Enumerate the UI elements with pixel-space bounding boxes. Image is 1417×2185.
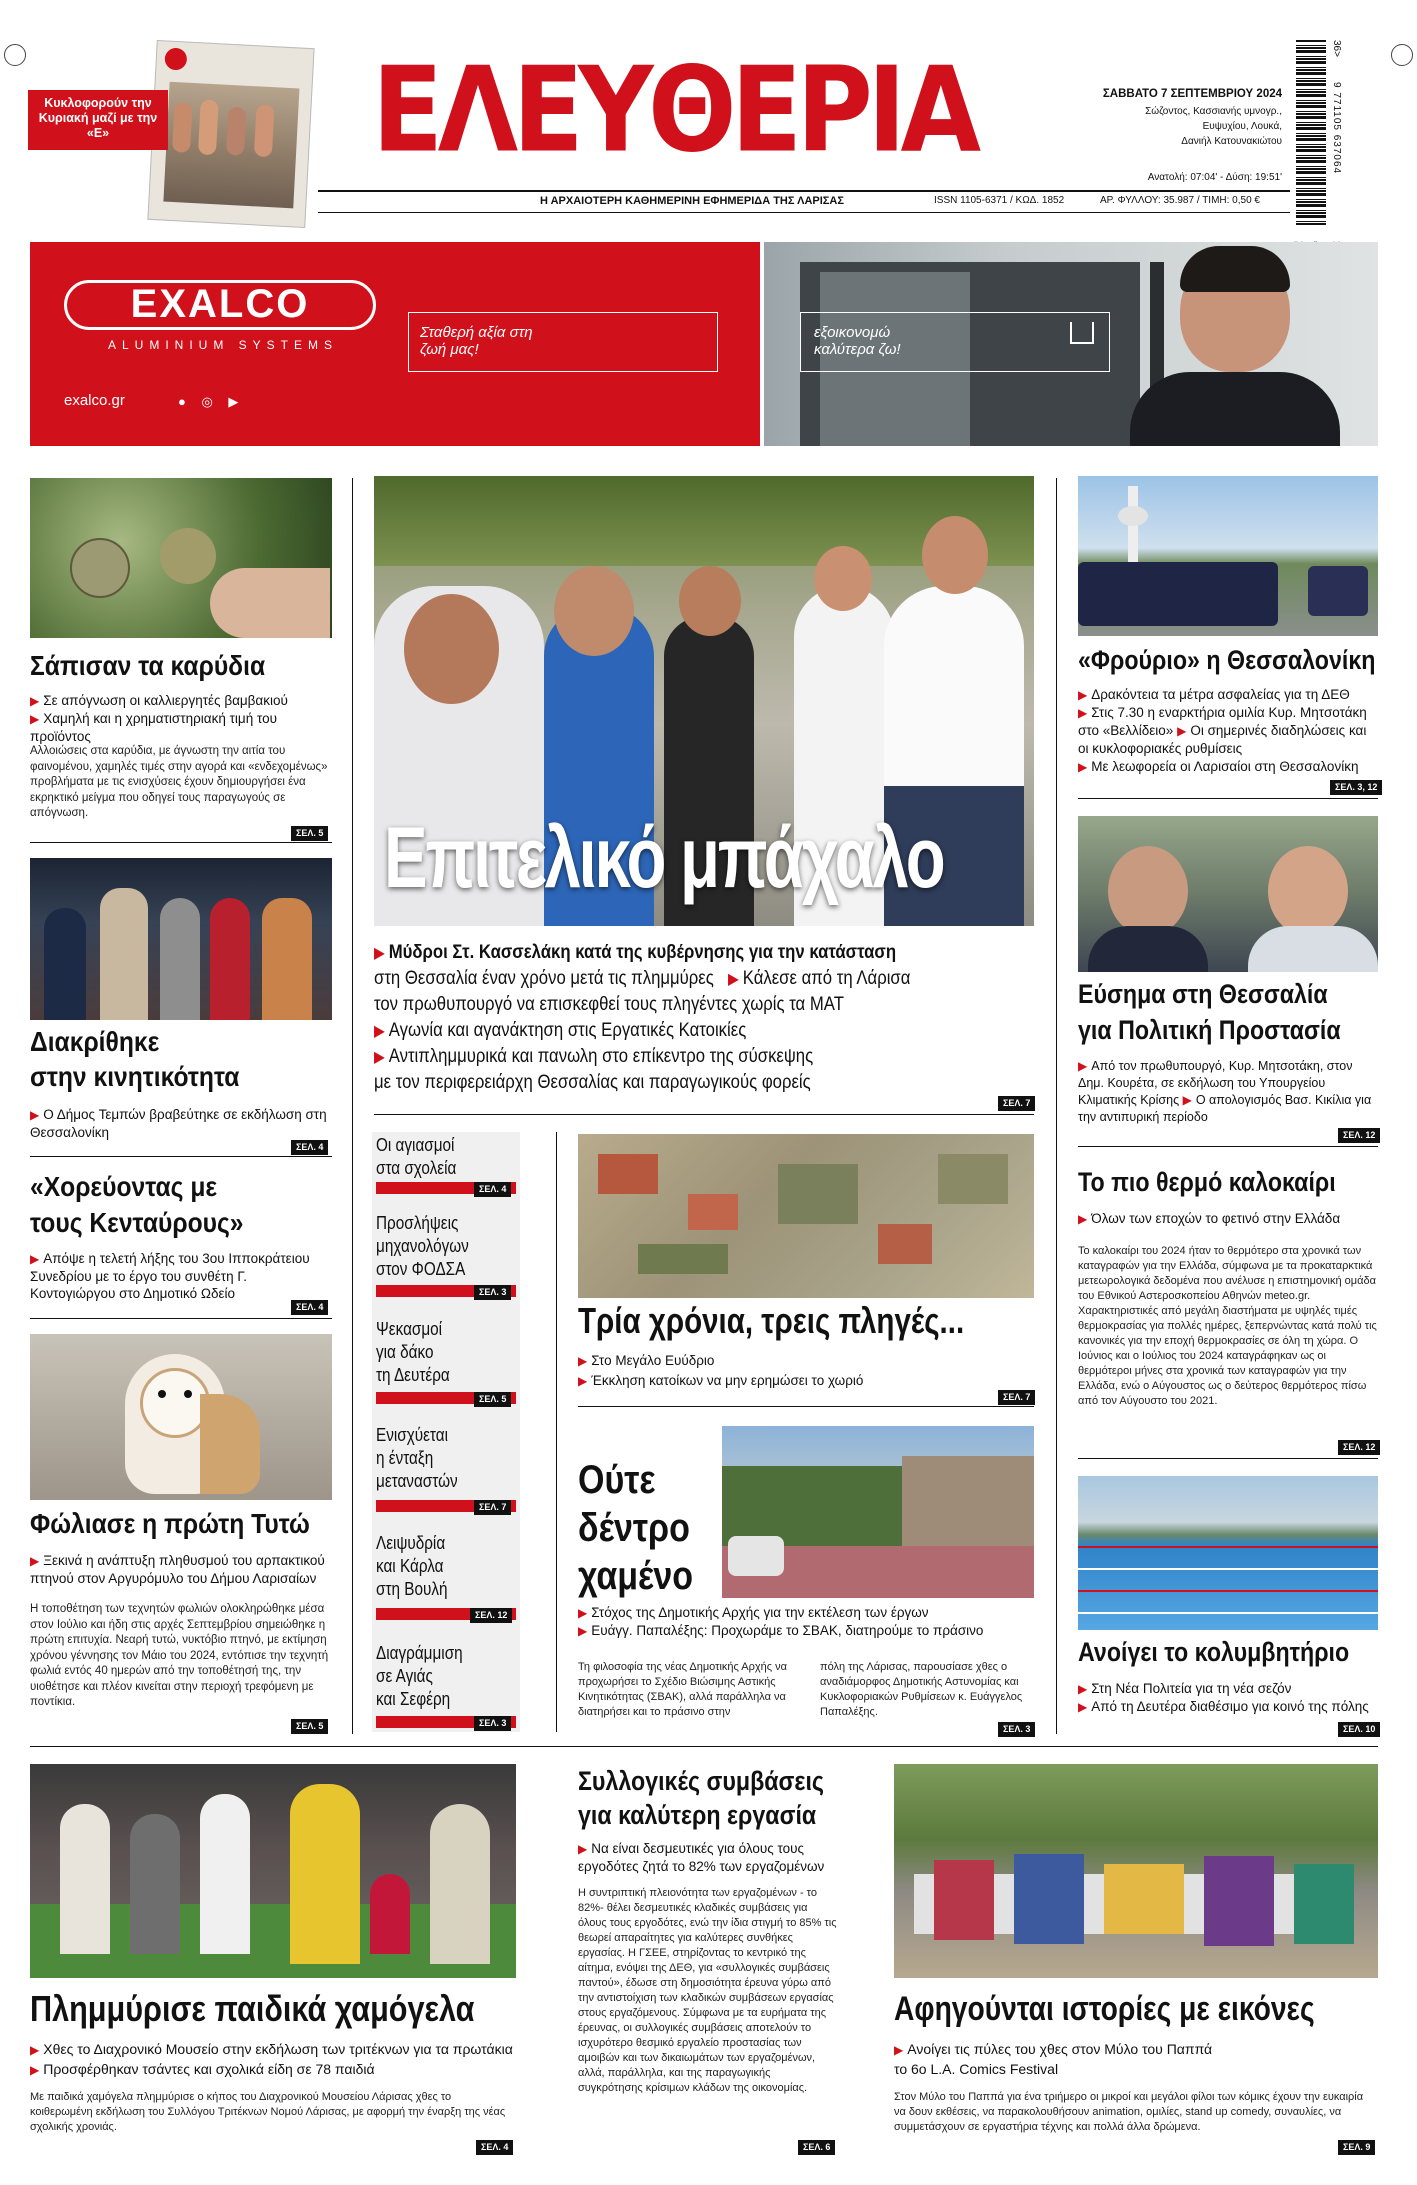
r3-page-ref[interactable]: ΣΕΛ. 12 [1338, 1440, 1380, 1455]
r2-page-ref[interactable]: ΣΕΛ. 12 [1338, 1128, 1380, 1143]
ad-tagline: ALUMINIUM SYSTEMS [107, 338, 338, 352]
a4-body: Η τοποθέτηση των τεχνητών φωλιών ολοκληρώθηκε μέσα στον Ιούλιο και ήδη στις αρχές Σεπτεμβρίου σημειώθηκε η πρώτη επιτυχία. Νεαρή τυτώ, νυκτόβιο πτηνό, με εκτίμηση χρόνου γέννησης τον Μάιο του 2024, εντόπισε την τεχνητή φωλιά εντός 40 ημερών από την τοποθέτησή της, την υιοθέτησε και πλέον κινείται στην περιοχή τρεφόμενη με ποντίκια. [30, 1603, 329, 1708]
bottom-right-bullet-1: ▶ Ανοίγει τις πύλες του χθες στον Μύλο του Παππά [894, 2041, 1213, 2057]
brief-4-line-3: μεταναστών [376, 1471, 458, 1491]
brief-6-line-2: σε Αγιάς [376, 1666, 433, 1686]
a4-bullet-1: ▶ Ξεκινά η ανάπτυξη πληθυσμού του αρπακτικού πτηνού στον Αργυρόμυλο του Δήμου Λαρισαίων [30, 1553, 325, 1586]
c1-rule [578, 1406, 1034, 1407]
saints-line-2: Ευψυχίου, Λουκά, [1202, 121, 1282, 132]
bullet-icon: ▶ [894, 2043, 904, 2057]
brief-3-line-1: Ψεκασμοί [376, 1319, 443, 1339]
brief-5-line-3: στη Βουλή [376, 1579, 448, 1599]
bullet-icon: ▶ [1177, 724, 1187, 738]
bullet-icon: ▶ [30, 1554, 40, 1568]
brief-3-line-2: για δάκο [376, 1342, 434, 1362]
a1-body: Αλλοιώσεις στα καρύδια, με άγνωστη την αιτία του φαινομένου, χαμηλές τιμές στην αγορά και «ενδεχομένως» προβλήματα με τις ενισχύσεις έχουν δημιουργήσει ένα εκρηκτικό μείγμα που οδηγεί τους παραγωγούς σε απόγνωση. [30, 745, 328, 819]
c1-bullet-1: ▶ Στο Μεγάλο Ευύδριο [578, 1353, 715, 1368]
bullet-icon: ▶ [30, 2043, 40, 2057]
main-headline[interactable]: Επιτελικό μπάχαλο [384, 810, 944, 906]
brief-6-line-3: και Σεφέρη [376, 1689, 451, 1709]
r2-bullet-1: ▶ Από τον πρωθυπουργό, Κυρ. Μητσοτάκη, στον Δημ. Κουρέτα, σε εκδήλωση του Υπουργείου Κλιματικής Κρίσης ▶ Ο απολογισμός Βασ. Κικίλια για την αντιπυρική περίοδο [1078, 1059, 1372, 1124]
bullet-icon: ▶ [30, 1108, 40, 1122]
a3-page-ref[interactable]: ΣΕΛ. 4 [291, 1300, 328, 1315]
bullet-icon: ▶ [1078, 1212, 1088, 1226]
brief-5-line-1: Λειψυδρία [376, 1533, 446, 1553]
barcode [1296, 40, 1326, 225]
ad-slogan-1: Σταθερή αξία στη ζωή μας! [420, 324, 533, 358]
bottom-left-body: Με παιδικά χαμόγελα πλημμύρισε ο κήπος του Διαχρονικού Μουσείου Λάρισας χθες το κοιθερωμένη εκδήλωση του Συλλόγου Τριτέκνων Νομού Λάρισας, με αφορμή την έναρξη της νέας σχολικής χρονιάς. [30, 2091, 506, 2133]
masthead-rule-bottom [318, 212, 1290, 213]
bullet-icon: ▶ [578, 1374, 588, 1388]
walnuts-photo[interactable] [30, 478, 332, 638]
c2-body-col-1: Τη φιλοσοφία της νέας Δημοτικής Αρχής να προχωρήσει το Σχέδιο Βιώσιμης Αστικής Κινητικότητας (ΣΒΑΚ), αλλά παράλληλα να διατηρήσει και το πράσινο στην [578, 1661, 787, 1718]
r1-page-ref[interactable]: ΣΕΛ. 3, 12 [1330, 780, 1382, 795]
barcode-number: 9 771105 637064 [1331, 82, 1342, 175]
ad-divider [760, 242, 764, 446]
brief-3-page-ref[interactable]: ΣΕΛ. 5 [474, 1392, 511, 1407]
street-photo[interactable] [722, 1426, 1034, 1598]
saints-line-1: Σώζοντος, Κασσιανής υμνογρ., [1145, 106, 1282, 117]
masthead-rule [318, 190, 1290, 192]
r1-bullet-1: ▶ Δρακόντεια τα μέτρα ασφαλείας για τη ΔΕΘ [1078, 687, 1350, 702]
main-line-4: με τον περιφερειάρχη Θεσσαλίας και παραγωγικούς φορείς [374, 1072, 811, 1093]
bottom-right-line-1: το 6ο L.A. Comics Festival [894, 2061, 1059, 2077]
column-rule-right [1056, 478, 1057, 1734]
a4-page-ref[interactable]: ΣΕΛ. 5 [291, 1719, 328, 1734]
a1-bullet-2: ▶ Χαμηλή και η χρηματιστηριακή τιμή του προϊόντος [30, 711, 277, 744]
brief-4-line-2: η ένταξη [376, 1448, 434, 1468]
masthead-subtitle: Η ΑΡΧΑΙΟΤΕΡΗ ΚΑΘΗΜΕΡΙΝΗ ΕΦΗΜΕΡΙΔΑ ΤΗΣ ΛΑΡΙΣΑΣ [540, 195, 844, 207]
c2-title-line-1[interactable]: Ούτε [578, 1458, 656, 1502]
r1-title[interactable]: «Φρούριο» η Θεσσαλονίκη [1078, 645, 1376, 675]
sun-times: Ανατολή: 07:04' - Δύση: 19:51' [1147, 172, 1282, 183]
bullet-icon: ▶ [578, 1624, 588, 1638]
award-photo[interactable] [30, 858, 332, 1020]
r1-bullet-2: ▶ Στις 7.30 η εναρκτήρια ομιλία Κυρ. Μητσοτάκη στο «Βελλίδειο» ▶ Οι σημερινές διαδηλώσεις και οι κυκλοφοριακές ρυθμίσεις [1078, 705, 1367, 756]
brief-2-line-2: μηχανολόγων [376, 1236, 469, 1256]
c2-title-line-2[interactable]: δέντρο [578, 1506, 690, 1550]
brief-2-page-ref[interactable]: ΣΕΛ. 3 [474, 1285, 511, 1300]
brief-2[interactable] [376, 1212, 516, 1281]
c3-title-line-1[interactable]: Συλλογικές συμβάσεις [578, 1766, 824, 1796]
column-rule-left [352, 478, 353, 1734]
a3-title-line-2[interactable]: τους Κενταύρους» [30, 1207, 244, 1238]
a3-title-line-1[interactable]: «Χορεύοντας με [30, 1171, 218, 1202]
r4-title[interactable]: Ανοίγει το κολυμβητήριο [1078, 1637, 1350, 1667]
r1-rule [1078, 798, 1378, 799]
brief-6-page-ref[interactable]: ΣΕΛ. 3 [474, 1716, 511, 1731]
r4-bullet-1: ▶ Στη Νέα Πολιτεία για τη νέα σεζόν [1078, 1681, 1292, 1696]
aerial-photo[interactable] [578, 1134, 1034, 1298]
brief-1[interactable] [376, 1134, 516, 1180]
a3-rule [30, 1318, 332, 1319]
c1-title[interactable]: Τρία χρόνια, τρεις πληγές... [578, 1300, 965, 1341]
c2-body-col-2: πόλη της Λάρισας, παρουσίασε χθες ο αναδιάμορφος Δημοτικής Αστυνομίας και Κυκλοφοριακών Ρυθμίσεων κ. Ευάγγελος Παπαλέξης. [820, 1661, 1023, 1718]
a3-bullet-1: ▶ Απόψε η τελετή λήξης του 3ου Ιπποκράτειου Συνεδρίου με το έργο του συνθέτη Γ. Κοντογιώργου στο Δημοτικό Ωδείο [30, 1251, 310, 1301]
bottom-right-page-ref[interactable]: ΣΕΛ. 9 [1338, 2140, 1375, 2155]
main-page-ref[interactable]: ΣΕΛ. 7 [998, 1096, 1035, 1111]
c2-bullet-1: ▶ Στόχος της Δημοτικής Αρχής για την εκτέλεση των έργων [578, 1605, 929, 1620]
a1-title[interactable]: Σάπισαν τα καρύδια [30, 650, 266, 681]
children-photo[interactable] [30, 1764, 516, 1978]
main-line-1: στη Θεσσαλία έναν χρόνο μετά τις πλημμύρες [374, 968, 714, 989]
bottom-left-page-ref[interactable]: ΣΕΛ. 4 [476, 2140, 513, 2155]
bullet-icon: ▶ [30, 694, 40, 708]
brief-4-line-1: Ενισχύεται [376, 1425, 448, 1445]
brief-2-line-3: στον ΦΟΔΣΑ [376, 1259, 466, 1279]
section-rule-bottom [30, 1746, 1378, 1747]
r2-title-line-1[interactable]: Εύσημα στη Θεσσαλία [1078, 979, 1328, 1009]
bullet-icon: ▶ [578, 1354, 588, 1368]
r1-bullet-4: ▶ Με λεωφορεία οι Λαρισαίοι στη Θεσσαλονίκη [1078, 759, 1359, 774]
bullet-icon: ▶ [1078, 1700, 1088, 1714]
bullet-icon: ▶ [1078, 760, 1088, 774]
ad-slogan-2: εξοικονομώ καλύτερα ζω! [814, 324, 901, 358]
bullet-icon: ▶ [1078, 706, 1088, 720]
r3-title[interactable]: Το πιο θερμό καλοκαίρι [1078, 1167, 1336, 1197]
brief-3-line-3: τη Δευτέρα [376, 1365, 450, 1385]
brief-6[interactable] [376, 1642, 516, 1711]
date: ΣΑΒΒΑΤΟ 7 ΣΕΠΤΕΜΒΡΙΟΥ 2024 [1102, 88, 1282, 100]
bottom-left-title[interactable]: Πλημμύρισε παιδικά χαμόγελα [30, 1988, 475, 2029]
bottom-right-title[interactable]: Αφηγούνται ιστορίες με εικόνες [894, 1990, 1315, 2028]
bullet-icon: ▶ [30, 1252, 40, 1266]
r3-body: Το καλοκαίρι του 2024 ήταν το θερμότερο στα χρονικά των καταγραφών για την Ελλάδα, σύμφωνα με τα προκαταρκτικά μετεωρολογικά δεδομένα που ανέλυσε η επιστημονική ομάδα του Εθνικού Αστεροσκοπείου Αθηνών meteo.gr. Χαρακτηριστικές από μεγάλη διαστήματα με υψηλές τιμές θερμοκρασίας για πολλές ημέρες, ξεπερνώντας κατά πολύ τις κανονικές για την εποχή θερμοκρασίες σε όλη τη χώρα. Ο Ιούνιος και ο Ιούλιος του 2024 καταγράφηκαν ως οι θερμότεροι μήνες στα χρονικά των καταγραφών για την Ελλάδα, ενώ ο Αύγουστος ως ο δεύτερος θερμότερος πίσω από τον Αύγουστο του 2021. [1078, 1245, 1377, 1407]
crop-mark-top-left [4, 44, 26, 66]
ad-banner[interactable] [30, 242, 1378, 446]
a2-page-ref[interactable]: ΣΕΛ. 4 [291, 1140, 328, 1155]
r3-rule [1078, 1458, 1378, 1459]
brief-2-line-1: Προσλήψεις [376, 1213, 459, 1233]
a2-title-line-2[interactable]: στην κινητικότητα [30, 1061, 240, 1092]
comics-festival-photo[interactable] [894, 1764, 1378, 1978]
brief-1-line-2: στα σχολεία [376, 1158, 457, 1178]
bottom-right-body: Στον Μύλο του Παππά για ένα τριήμερο οι μικροί και μεγάλοι φίλοι των κόμικς έχουν την ευκαιρία να δουν εκθέσεις, να παρακολουθήσουν animation, ομιλίες, stand up comedy, συναυλίες, να συμμετάσχουν σε εργαστήρια τέχνης και πολλά άλλα δρώμενα. [894, 2091, 1364, 2133]
c1-bullet-2: ▶ Έκκληση κατοίκων να μην ερημώσει το χωριό [578, 1373, 864, 1388]
brief-3[interactable] [376, 1318, 516, 1387]
brief-4-page-ref[interactable]: ΣΕΛ. 7 [474, 1500, 511, 1515]
r4-page-ref[interactable]: ΣΕΛ. 10 [1338, 1722, 1380, 1737]
pool-photo[interactable] [1078, 1476, 1378, 1630]
a4-title[interactable]: Φώλιασε η πρώτη Τυτώ [30, 1508, 310, 1539]
ad-site[interactable]: exalco.gr [64, 392, 125, 409]
main-bullet-4: ▶ Αντιπλημμυρικά και πανωλη στο επίκεντρο της σύσκεψης [374, 1046, 814, 1067]
brief-5-page-ref[interactable]: ΣΕΛ. 12 [470, 1608, 512, 1623]
main-rule [374, 1114, 1034, 1115]
saints-line-3: Δανιήλ Κατουνακιώτου [1181, 136, 1282, 147]
thessaloniki-photo[interactable] [1078, 476, 1378, 636]
c1-page-ref[interactable]: ΣΕΛ. 7 [998, 1390, 1035, 1405]
bullet-icon: ▶ [578, 1842, 588, 1856]
a2-rule [30, 1156, 332, 1157]
owl-photo[interactable] [30, 1334, 332, 1500]
a1-bullet-1: ▶ Σε απόγνωση οι καλλιεργητές βαμβακιού [30, 693, 288, 708]
main-line-2: τον πρωθυπουργό να επισκεφθεί τους πληγέντες χωρίς τα ΜΑΤ [374, 994, 844, 1015]
ad-brand: EXALCO [130, 282, 310, 326]
c3-page-ref[interactable]: ΣΕΛ. 6 [798, 2140, 835, 2155]
a2-title-line-1[interactable]: Διακρίθηκε [30, 1026, 160, 1057]
bullet-icon: ▶ [1182, 1093, 1192, 1107]
issn: ISSN 1105-6371 / ΚΩΔ. 1852 [934, 195, 1065, 206]
issue-price: ΑΡ. ΦΥΛΛΟΥ: 35.987 / ΤΙΜΗ: 0,50 € [1099, 195, 1260, 206]
brief-4[interactable] [376, 1424, 516, 1493]
bullet-icon: ▶ [30, 712, 40, 726]
bullet-icon: ▶ [30, 2063, 40, 2077]
a2-bullet-1: ▶ Ο Δήμος Τεμπών βραβεύτηκε σε εκδήλωση στη Θεσσαλονίκη [30, 1107, 327, 1140]
a1-rule [30, 842, 332, 843]
promo-label: Κυκλοφορούν την Κυριακή μαζί με την «Ε» [28, 90, 168, 150]
c3-body: Η συντριπτική πλειονότητα των εργαζομένων - το 82%- θέλει δεσμευτικές κλαδικές συμβάσεις για όλους τους εργοδότες, ενώ την ίδια στιγμή το 85% τις θεωρεί απαραίτητες για καλύτερες συνθήκες εργασίας. Η ΓΣΕΕ, στηρίζοντας το κεντρικό της αίτημα, ενόψει της ΔΕΘ, για «συλλογικές συμβάσεις παντού», έδωσε στη δημοσιότητα έρευνα γύρω από την αντιστοίχιση των κλαδικών συμβάσεων εργασίας στους εργαζόμενους. Σύμφωνα με τα ευρήματα της έρευνας, οι συλλογικές συμβάσεις αποτελούν το ισχυρότερο θεσμικό εργαλείο προστασίας των αμοιβών και των δικαιωμάτων των εργαζομένων, αλλά, παράλληλα, και της παραγωγικής συγκρότησης κρίσιμων κλάδων της οικονομίας. [578, 1887, 837, 2094]
brief-5-line-2: και Κάρλα [376, 1556, 444, 1576]
c2-bullet-2: ▶ Ευάγγ. Παπαλέξης: Προχωράμε το ΣΒΑΚ, διατηρούμε το πράσινο [578, 1623, 984, 1638]
main-bullet-3: ▶ Αγωνία και αγανάκτηση στις Εργατικές Κατοικίες [374, 1020, 747, 1041]
pm-photo[interactable] [1078, 816, 1378, 972]
newspaper-logo: ΕΛΕΥΘΕΡΙΑ [372, 42, 976, 180]
bullet-icon: ▶ [1078, 1682, 1088, 1696]
r4-bullet-2: ▶ Από τη Δευτέρα διαθέσιμο για κοινό της πόλης [1078, 1699, 1369, 1714]
c3-title-line-2[interactable]: για καλύτερη εργασία [578, 1800, 817, 1830]
a1-page-ref[interactable]: ΣΕΛ. 5 [291, 826, 328, 841]
c2-page-ref[interactable]: ΣΕΛ. 3 [998, 1722, 1035, 1737]
column-rule-center [556, 1132, 557, 1732]
main-bullet-2: ▶ Κάλεσε από τη Λάρισα [728, 968, 911, 989]
r2-title-line-2[interactable]: για Πολιτική Προστασία [1078, 1015, 1341, 1045]
bullet-icon: ▶ [1078, 1059, 1088, 1073]
bullet-icon: ▶ [578, 1606, 588, 1620]
bottom-left-bullet-1: ▶ Χθες το Διαχρονικό Μουσείο στην εκδήλωση των τριτέκνων για τα πρωτάκια ▶ Προσφέρθηκαν τσάντες και σχολικά είδη σε 78 παιδιά [30, 2041, 513, 2077]
brief-6-line-1: Διαγράμμιση [376, 1643, 463, 1663]
bullet-icon: ▶ [1078, 688, 1088, 702]
c3-bullet-1: ▶ Να είναι δεσμευτικές για όλους τους εργοδότες ζητά το 82% των εργαζομένων [578, 1841, 825, 1874]
crop-mark-top-right [1391, 44, 1413, 66]
brief-1-line-1: Οι αγιασμοί [376, 1135, 455, 1155]
brief-5[interactable] [376, 1532, 516, 1601]
brief-1-page-ref[interactable]: ΣΕΛ. 4 [474, 1182, 511, 1197]
ad-social-icons[interactable]: ● ◎ ▶ [178, 394, 245, 409]
barcode-top-label: 36> [1331, 40, 1342, 57]
r2-rule [1078, 1146, 1378, 1147]
c2-title-line-3[interactable]: χαμένο [578, 1554, 694, 1598]
r3-bullet-1: ▶ Όλων των εποχών το φετινό στην Ελλάδα [1078, 1211, 1341, 1226]
promo-magazine[interactable] [147, 40, 314, 228]
main-bullet-1: ▶ Μύδροι Στ. Κασσελάκη κατά της κυβέρνησης για την κατάσταση [374, 942, 897, 963]
ad-home-icon [1070, 322, 1094, 344]
